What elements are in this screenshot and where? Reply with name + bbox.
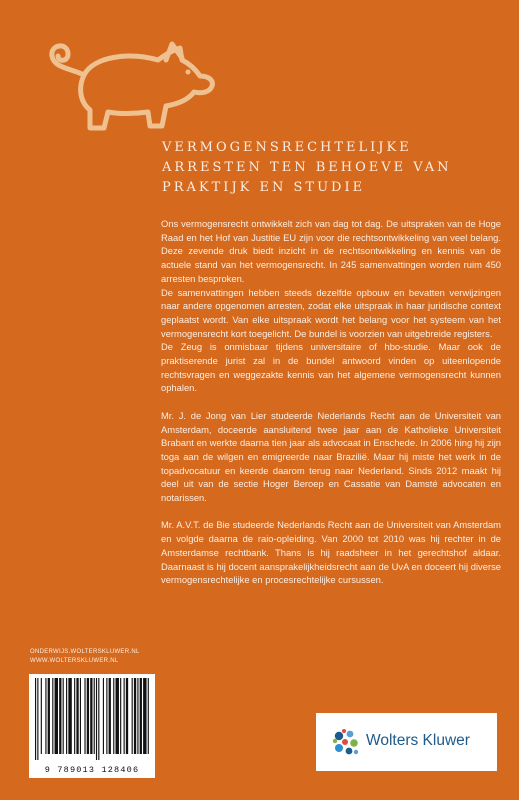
url-wolterskluwer[interactable]: WWW.WOLTERSKLUWER.NL: [30, 658, 119, 664]
blurb-paragraph-intro: Ons vermogensrecht ontwikkelt zich van dag tot dag. De uitspraken van de Hoge Raad en het Hof van Justitie EU zijn voor die rechtsontwikkeling van veel belang. Deze zevende druk biedt inzicht in de rechtsontwikkeling en kennis van de actuele stand van het vermogensrecht. In 245 samenvattingen worden ruim 450 arresten besproken.: [161, 218, 501, 284]
barcode-bar: [94, 678, 95, 754]
url-onderwijs[interactable]: ONDERWIJS.WOLTERSKLUWER.NL: [30, 649, 140, 655]
title-line-1: VERMOGENSRECHTELIJKE: [162, 140, 412, 155]
barcode-bar: [68, 678, 71, 754]
barcode-bar: [137, 678, 138, 754]
barcode-bar: [116, 678, 119, 754]
barcode-bar: [76, 678, 78, 754]
barcode-bar: [96, 678, 97, 760]
pig-outline-icon: [32, 30, 222, 140]
title-line-2: ARRESTEN TEN BEHOEVE VAN: [162, 160, 452, 175]
barcode-bar: [90, 678, 92, 754]
blurb-text: [161, 217, 501, 587]
wolters-kluwer-logo-icon: [330, 727, 360, 757]
barcode-bar: [80, 678, 81, 754]
blurb-paragraph-audience: De Zeug is onmisbaar tijdens universitaire of hbo-studie. Maar ook de praktiserende jurist zal in de bundel antwoord vinden op uiteenlopende rechtsvragen en weggezakte kennis van het algemene vermogensrecht kunnen ophalen.: [161, 341, 501, 394]
barcode-bar: [120, 678, 121, 754]
book-title: [162, 138, 502, 198]
barcode-bar: [148, 678, 149, 754]
barcode-bar: [103, 678, 104, 754]
barcode: [29, 674, 155, 778]
barcode-bar: [37, 678, 38, 760]
title-line-3: PRAKTIJK EN STUDIE: [162, 180, 366, 195]
barcode-bar: [124, 678, 125, 754]
author-bio-de-bie: Mr. A.V.T. de Bie studeerde Nederlands Recht aan de Universiteit van Amsterdam en volgde daarna de raio-opleiding. Van 2000 tot 2010 was hij rechter in de Amsterdamse rechtbank. Thans is hij raadsheer in het gerechtshof aldaar. Daarnaast is hij docent aansprakelijkheidsrecht aan de UvA en doceert hij diverse vermogensrechtelijke en procesrechtelijke cursussen.: [161, 519, 501, 586]
barcode-bar: [87, 678, 89, 754]
barcode-bar: [52, 678, 53, 754]
barcode-bar: [41, 678, 42, 754]
barcode-bar: [109, 678, 111, 754]
blurb-paragraph-structure: De samenvattingen hebben steeds dezelfde opbouw en bevatten verwijzingen naar andere opgenomen arresten, zodat elke uitspraak in haar juridische context geplaatst wordt. Van elke uitspraak wordt het belang voor het systeem van het vermogensrecht kort toegelicht. De bundel is voorzien van uitgebreide registers.: [161, 286, 501, 339]
barcode-bar: [55, 678, 58, 754]
barcode-bar: [134, 678, 136, 754]
barcode-bar: [132, 678, 133, 754]
barcode-icon: [34, 678, 150, 760]
barcode-bar: [126, 678, 128, 754]
author-bio-de-jong-van-lier: Mr. J. de Jong van Lier studeerde Nederlands Recht aan de Universiteit van Amsterdam, doceerde aansluitend twee jaar aan de Katholieke Universiteit Brabant en werkte daarna tien jaar als advocaat in Enschede. In 2006 hing hij zijn toga aan de wilgen en emigreerde naar Brazilië. Maar hij miste het werk in de topadvocatuur en keerde daarom terug naar Nederland. Sinds 2012 maakt hij deel uit van de sectie Hoger Beroep en Cassatie van Damsté advocaten en notarissen.: [161, 409, 501, 504]
barcode-bar: [45, 678, 46, 754]
barcode-bar: [66, 678, 67, 754]
barcode-bar: [98, 678, 99, 760]
barcode-bar: [140, 678, 142, 754]
barcode-bar: [143, 678, 146, 754]
barcode-bar: [106, 678, 107, 754]
isbn-number: 9 789013 128406: [44, 765, 140, 775]
barcode-bar: [48, 678, 50, 754]
publisher-urls: [30, 648, 140, 666]
barcode-bar: [35, 678, 36, 760]
barcode-bar: [74, 678, 75, 754]
publisher-name: Wolters Kluwer: [366, 732, 470, 749]
barcode-bar: [113, 678, 114, 754]
barcode-bar: [63, 678, 64, 754]
barcode-bar: [59, 678, 61, 754]
barcode-bar: [84, 678, 85, 754]
publisher-logo-box: [316, 713, 497, 771]
